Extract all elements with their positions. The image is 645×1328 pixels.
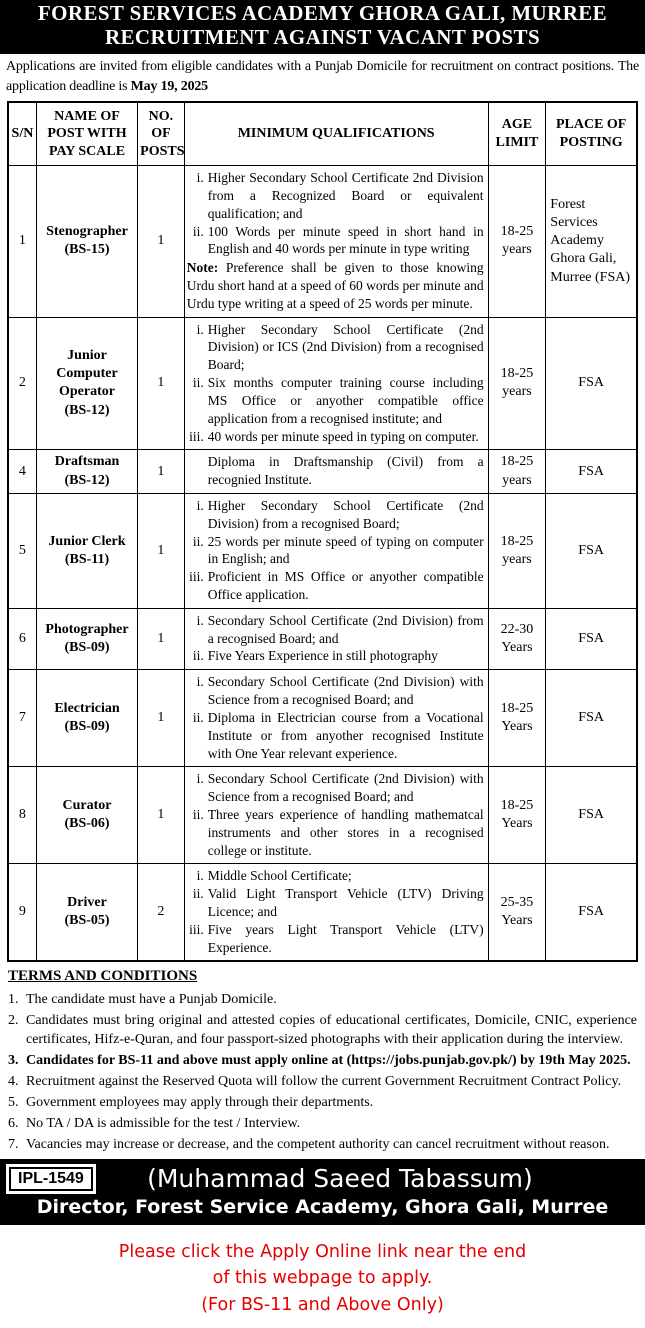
qualification-text: Middle School Certificate; xyxy=(207,868,352,884)
qualification-text: Diploma in Electrician course from a Vocational Institute or from anyother recognised Institute with One Year relevant experience. xyxy=(207,709,484,761)
qualification-text: 100 Words per minute speed in short hand in English and 40 words per minute in type writing xyxy=(207,223,484,257)
term-number: 2. xyxy=(8,1012,19,1028)
qualification-item xyxy=(187,921,484,957)
cell-qualifications xyxy=(184,450,488,494)
notice-line-3: (For BS-11 and Above Only) xyxy=(201,1294,444,1315)
advert-title: RECRUITMENT AGAINST VACANT POSTS xyxy=(104,24,541,49)
qualification-numeral xyxy=(187,453,208,489)
qualification-numeral: iii. xyxy=(189,428,204,444)
qualification-text: Diploma in Draftsmanship (Civil) from a recognied Institute. xyxy=(207,454,484,488)
qualification-item xyxy=(187,428,484,446)
qualification-text: Six months computer training course including MS Office or anyother compatible office application from a recognised institute; and xyxy=(207,375,484,426)
pay-scale: (BS-12) xyxy=(64,402,110,418)
terms-section xyxy=(8,966,637,1154)
intro-text: Applications are invited from eligible candidates with a Punjab Domicile for recruitment on contract positions. The application deadline is xyxy=(6,59,639,95)
cell-age-limit: 18-25 Years xyxy=(488,767,546,864)
term-text: Government employees may apply through their departments. xyxy=(26,1094,374,1110)
cell-serial-number: 2 xyxy=(8,317,36,450)
cell-qualifications xyxy=(184,670,488,767)
term-item xyxy=(8,990,637,1009)
col-header-post-name: NAME OF POST WITH PAY SCALE xyxy=(36,102,137,166)
pay-scale: (BS-09) xyxy=(64,719,110,735)
cell-age-limit: 22-30 Years xyxy=(488,608,546,669)
cell-place-of-posting: FSA xyxy=(546,450,637,494)
cell-qualifications xyxy=(184,166,488,318)
term-text: Recruitment against the Reserved Quota will follow the current Government Recruitment Contract Policy. xyxy=(26,1073,622,1089)
col-header-num-posts: NO. OF POSTS xyxy=(138,102,185,166)
table-row xyxy=(8,493,637,608)
cell-serial-number: 1 xyxy=(8,166,36,318)
post-name: Junior Clerk xyxy=(48,533,126,549)
apply-online-notice xyxy=(0,1225,645,1328)
cell-place-of-posting: Forest Services Academy Ghora Gali, Murree (FSA) xyxy=(546,166,637,318)
post-name: Stenographer xyxy=(46,224,128,240)
cell-place-of-posting: FSA xyxy=(546,864,637,962)
cell-number-of-posts: 1 xyxy=(138,670,185,767)
cell-post-name xyxy=(36,767,137,864)
table-row xyxy=(8,608,637,669)
post-name: Electrician xyxy=(54,701,120,717)
terms-list xyxy=(8,990,637,1154)
cell-age-limit: 18-25 Years xyxy=(488,670,546,767)
cell-age-limit: 18-25 years xyxy=(488,166,546,318)
ipl-code-box xyxy=(6,1164,96,1194)
cell-number-of-posts: 1 xyxy=(138,608,185,669)
qualification-text: 40 words per minute speed in typing on computer. xyxy=(207,428,479,444)
term-item xyxy=(8,1114,637,1133)
signatory-designation: Director, Forest Service Academy, Ghora Gali, Murree xyxy=(36,1196,609,1219)
qualification-item xyxy=(187,223,484,259)
post-name: Junior Computer Operator xyxy=(56,348,118,400)
qualification-numeral: ii. xyxy=(192,533,204,549)
col-header-serial: S/N xyxy=(8,102,36,166)
term-number: 7. xyxy=(8,1137,19,1153)
ipl-code: IPL-1549 xyxy=(9,1167,93,1191)
col-header-qualifications: MINIMUM QUALIFICATIONS xyxy=(184,102,488,166)
cell-age-limit: 18-25 years xyxy=(488,493,546,608)
cell-post-name xyxy=(36,166,137,318)
cell-serial-number: 7 xyxy=(8,670,36,767)
table-row xyxy=(8,166,637,318)
term-item xyxy=(8,1072,637,1091)
term-number: 1. xyxy=(8,991,19,1007)
cell-serial-number: 9 xyxy=(8,864,36,962)
table-row xyxy=(8,317,637,450)
footer-banner xyxy=(0,1159,645,1225)
post-name: Draftsman xyxy=(54,454,120,470)
cell-number-of-posts: 2 xyxy=(138,864,185,962)
col-header-age-limit: AGE LIMIT xyxy=(488,102,546,166)
intro-paragraph xyxy=(6,57,639,96)
qualification-text: Secondary School Certificate (2nd Division) with Science from a recognised Board; and xyxy=(207,674,484,708)
qualification-numeral: i. xyxy=(196,868,204,884)
qualification-item xyxy=(187,647,484,665)
cell-qualifications xyxy=(184,493,488,608)
qualification-item xyxy=(187,885,484,921)
qualification-numeral: i. xyxy=(196,771,204,787)
qualification-item xyxy=(187,453,484,489)
qualification-item xyxy=(187,867,484,885)
cell-age-limit: 18-25 years xyxy=(488,317,546,450)
cell-place-of-posting: FSA xyxy=(546,608,637,669)
cell-qualifications xyxy=(184,864,488,962)
application-deadline: May 19, 2025 xyxy=(130,79,208,95)
qualification-text: Five Years Experience in still photography xyxy=(207,648,438,664)
term-text: No TA / DA is admissible for the test / Interview. xyxy=(26,1116,301,1132)
term-number: 3. xyxy=(8,1052,19,1068)
qualification-numeral: iii. xyxy=(189,921,204,937)
qualification-numeral: i. xyxy=(196,497,204,513)
post-name: Curator xyxy=(62,798,112,814)
qualification-item xyxy=(187,533,484,569)
term-item xyxy=(8,1093,637,1112)
cell-number-of-posts: 1 xyxy=(138,767,185,864)
qualification-numeral: i. xyxy=(196,321,204,337)
header-banner xyxy=(0,0,645,54)
table-row xyxy=(8,864,637,962)
cell-place-of-posting: FSA xyxy=(546,493,637,608)
term-text: Vacancies may increase or decrease, and the competent authority can cancel recruitment without reason. xyxy=(26,1137,610,1153)
qualification-text: Three years experience of handling mathematcal instruments and other stores in a recognised college or institute. xyxy=(207,806,484,858)
qualification-item xyxy=(187,673,484,709)
qualification-numeral: iii. xyxy=(189,569,204,585)
cell-post-name xyxy=(36,450,137,494)
notice-line-1: Please click the Apply Online link near the end xyxy=(118,1242,527,1263)
pay-scale: (BS-15) xyxy=(64,242,110,258)
term-number: 4. xyxy=(8,1073,19,1089)
qualification-numeral: ii. xyxy=(192,806,204,822)
table-row xyxy=(8,670,637,767)
qualification-text: Higher Secondary School Certificate (2nd Division) or ICS (2nd Division) from a recognised Board; xyxy=(207,321,484,373)
qualification-numeral: i. xyxy=(196,674,204,690)
signatory-name: (Muhammad Saeed Tabassum) xyxy=(147,1164,533,1194)
cell-place-of-posting: FSA xyxy=(546,670,637,767)
qualification-numeral: i. xyxy=(196,170,204,186)
term-text: The candidate must have a Punjab Domicile. xyxy=(26,991,277,1007)
pay-scale: (BS-06) xyxy=(64,816,110,832)
qualification-item xyxy=(187,612,484,648)
pay-scale: (BS-05) xyxy=(64,913,110,929)
cell-post-name xyxy=(36,317,137,450)
footer-top-row xyxy=(6,1164,639,1194)
pay-scale: (BS-09) xyxy=(64,640,110,656)
qualification-item xyxy=(187,374,484,427)
pay-scale: (BS-11) xyxy=(64,551,110,567)
qualification-item xyxy=(187,497,484,533)
notice-line-2: of this webpage to apply. xyxy=(212,1268,433,1289)
posts-table-body xyxy=(8,166,637,962)
cell-serial-number: 6 xyxy=(8,608,36,669)
cell-post-name xyxy=(36,864,137,962)
term-text: Candidates must bring original and attested copies of educational certificates, Domicile, CNIC, experience certificates, Hifz-e-Quran, and four passport-sized photographs with their application during the interview. xyxy=(26,1012,637,1047)
cell-number-of-posts: 1 xyxy=(138,166,185,318)
table-header-row xyxy=(8,102,637,166)
qualification-numeral: ii. xyxy=(192,709,204,725)
qualification-text: Higher Secondary School Certificate 2nd Division from a Recognized Board or equivalent qualification; and xyxy=(207,170,484,221)
qualification-item xyxy=(187,709,484,762)
term-text: Candidates for BS-11 and above must apply online at (https://jobs.punjab.gov.pk/) by 19th May 2025. xyxy=(26,1052,631,1068)
academy-title: FOREST SERVICES ACADEMY GHORA GALI, MURREE xyxy=(37,1,608,25)
cell-qualifications xyxy=(184,608,488,669)
post-name: Driver xyxy=(67,895,107,911)
post-name: Photographer xyxy=(45,621,129,637)
cell-number-of-posts: 1 xyxy=(138,317,185,450)
qualification-text: Valid Light Transport Vehicle (LTV) Driving Licence; and xyxy=(207,886,484,919)
cell-serial-number: 8 xyxy=(8,767,36,864)
cell-serial-number: 4 xyxy=(8,450,36,494)
table-row xyxy=(8,767,637,864)
cell-post-name xyxy=(36,493,137,608)
qualification-item xyxy=(187,568,484,604)
term-number: 5. xyxy=(8,1094,19,1110)
qualification-numeral: ii. xyxy=(192,886,204,902)
term-item xyxy=(8,1135,637,1154)
terms-heading: TERMS AND CONDITIONS xyxy=(8,968,198,985)
term-item xyxy=(8,1051,637,1070)
qualification-text: Five years Light Transport Vehicle (LTV) Experience. xyxy=(207,921,484,955)
qualification-text: Secondary School Certificate (2nd Division) with Science from a recognised Board; and xyxy=(207,771,484,805)
note-label: Note: xyxy=(186,260,226,276)
qualification-numeral: ii. xyxy=(192,375,204,391)
cell-serial-number: 5 xyxy=(8,493,36,608)
qualification-item xyxy=(187,321,484,374)
cell-age-limit: 25-35 Years xyxy=(488,864,546,962)
qualification-item xyxy=(187,169,484,222)
qualification-numeral: i. xyxy=(196,612,204,628)
table-row xyxy=(8,450,637,494)
qualification-text: Proficient in MS Office or anyother compatible Office application. xyxy=(207,569,484,602)
cell-place-of-posting: FSA xyxy=(546,767,637,864)
cell-age-limit: 18-25 years xyxy=(488,450,546,494)
qualification-item xyxy=(187,770,484,806)
cell-post-name xyxy=(36,608,137,669)
term-item xyxy=(8,1011,637,1049)
qualification-item xyxy=(187,806,484,859)
qualification-numeral: ii. xyxy=(192,648,204,664)
cell-qualifications xyxy=(184,767,488,864)
cell-number-of-posts: 1 xyxy=(138,450,185,494)
cell-place-of-posting: FSA xyxy=(546,317,637,450)
qualification-text: 25 words per minute speed of typing on computer in English; and xyxy=(207,533,484,567)
pay-scale: (BS-12) xyxy=(64,472,110,488)
posts-table xyxy=(7,101,638,963)
qualification-note: Note: Preference shall be given to those knowing Urdu short hand at a speed of 60 words per minute and Urdu type writing at a speed of 25 words per minute. xyxy=(186,260,484,311)
qualification-numeral: ii. xyxy=(192,223,204,239)
cell-post-name xyxy=(36,670,137,767)
term-number: 6. xyxy=(8,1116,19,1132)
cell-qualifications xyxy=(184,317,488,450)
qualification-text: Higher Secondary School Certificate (2nd Division) from a recognised Board; xyxy=(207,497,484,531)
qualification-text: Secondary School Certificate (2nd Division) from a recognised Board; and xyxy=(207,612,484,646)
col-header-place: PLACE OF POSTING xyxy=(546,102,637,166)
cell-number-of-posts: 1 xyxy=(138,493,185,608)
